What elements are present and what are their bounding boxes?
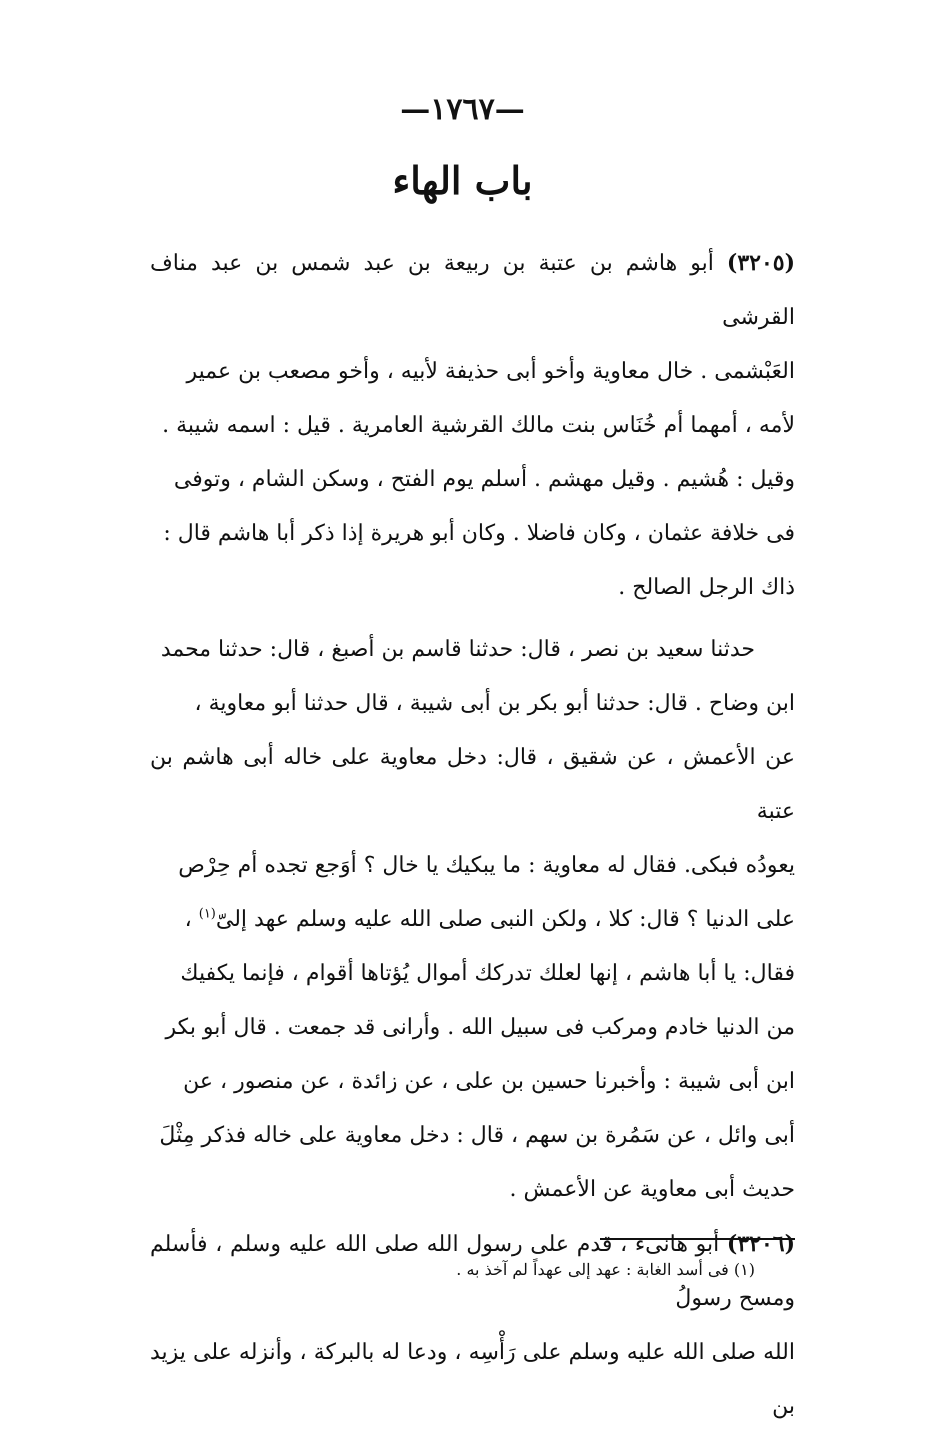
- hadith-line-1: حدثنا سعيد بن نصر ، قال: حدثنا قاسم بن أصبغ ، قال: حدثنا محمد: [160, 637, 755, 662]
- entry-text: أبو هاشم بن عتبة بن ربيعة بن عبد شمس بن عبد مناف القرشى: [150, 251, 795, 330]
- page-number: —١٧٦٧—: [400, 92, 525, 127]
- hadith-text: على الدنيا ؟ قال: كلا ، ولكن النبى صلى الله عليه وسلم عهد إلىّ: [215, 907, 795, 932]
- footnote: (١) فى أسد الغابة : عهد إلى عهداً لم آخذ به .: [456, 1260, 755, 1279]
- entry-number: (٣٢٠٥): [726, 250, 795, 276]
- entry-3206-line-2: الله صلى الله عليه وسلم على رَأْسِه ، ودعا له بالبركة ، وأنزله على يزيد بن: [150, 1340, 795, 1419]
- entry-3205-line-2: العَبْشمى . خال معاوية وأخو أبى حذيفة لأبيه ، وأخو مصعب بن عمير: [186, 359, 795, 384]
- hadith-line-9: أبى وائل ، عن سَمُرة بن سهم ، قال : دخل معاوية على خاله فذكر مِثْلَ: [159, 1123, 795, 1148]
- entry-3205-line-4: وقيل : هُشيم . وقيل مهشم . أسلم يوم الفتح ، وسكن الشام ، وتوفى: [173, 467, 795, 492]
- footnote-marker: (١): [198, 906, 216, 922]
- chapter-title: باب الهاء: [392, 158, 533, 203]
- footnote-divider: [600, 1238, 795, 1240]
- hadith-line-4: يعودُه فبكى. فقال له معاوية : ما يبكيك يا خال ؟ أوَجع تجده أم حِرْص: [178, 853, 795, 878]
- entry-number: (٣٢٠٦): [726, 1231, 795, 1257]
- hadith-line-2: ابن وضاح . قال: حدثنا أبو بكر بن أبى شيبة ، قال حدثنا أبو معاوية ،: [194, 691, 795, 716]
- hadith-line-5-tail: ،: [184, 907, 199, 932]
- hadith-line-5: [150, 893, 795, 947]
- hadith-line-3: عن الأعمش ، عن شقيق ، قال: دخل معاوية على خاله أبى هاشم بن عتبة: [150, 745, 795, 824]
- entry-text: أبو هانىء ، قدم على رسول الله صلى الله عليه وسلم ، فأسلم ومسح رسولُ: [150, 1232, 795, 1311]
- entry-3205-line-3: لأمه ، أمهما أم خُنَاس بنت مالك القرشية العامرية . قيل : اسمه شيبة .: [162, 413, 795, 438]
- entry-3205-line-6: ذاك الرجل الصالح .: [618, 575, 795, 600]
- hadith-line-6: فقال: يا أبا هاشم ، إنها لعلك تدركك أموال يُؤتاها أقوام ، فإنما يكفيك: [180, 961, 795, 986]
- entry-3205-line-1: [150, 236, 795, 345]
- hadith-line-8: ابن أبى شيبة : وأخبرنا حسين بن على ، عن زائدة ، عن منصور ، عن: [183, 1069, 795, 1094]
- body-text: [150, 236, 795, 1434]
- hadith-line-10: حديث أبى معاوية عن الأعمش .: [509, 1177, 795, 1202]
- entry-3205-line-5: فى خلافة عثمان ، وكان فاضلا . وكان أبو هريرة إذا ذكر أبا هاشم قال :: [163, 521, 795, 546]
- hadith-line-7: من الدنيا خادم ومركب فى سبيل الله . وأرانى قد جمعت . قال أبو بكر: [165, 1015, 795, 1040]
